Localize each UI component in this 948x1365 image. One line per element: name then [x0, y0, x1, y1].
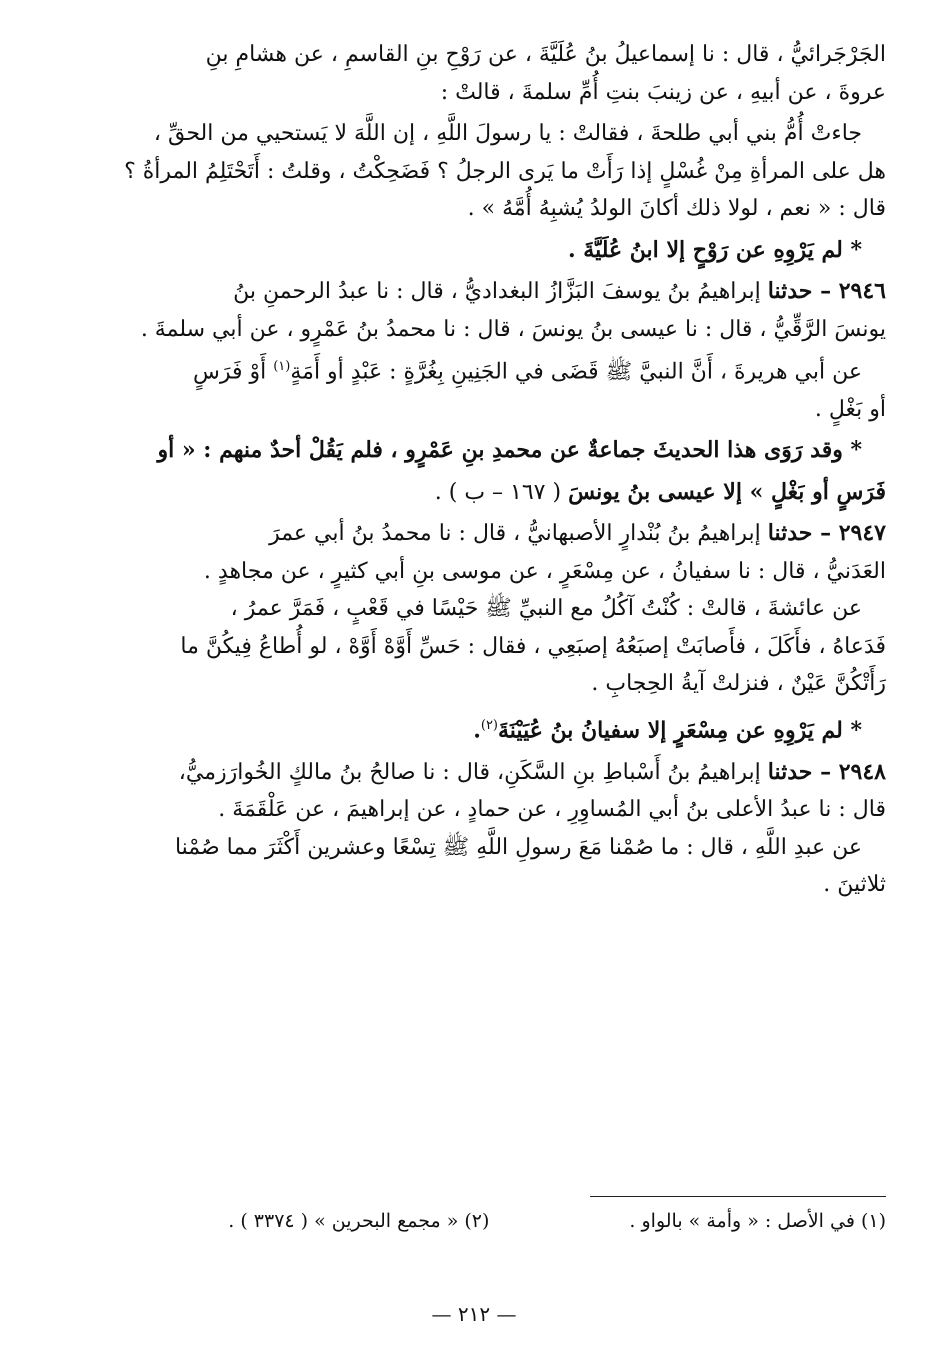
dash: – [812, 278, 839, 304]
footnotes [52, 1206, 886, 1236]
editor-note: * وقد رَوَى هذا الحديثَ جماعةٌ عن محمدِ بنِ عَمْرٍو ، فلم يَقُلْ أحدٌ منهم : « أو [157, 437, 862, 464]
footnote-2: (٢) « مجمع البحرين » ( ٣٣٧٤ ) . [228, 1210, 490, 1232]
note-end: . [473, 717, 481, 744]
isnad-text: إبراهيمُ بنُ أَسْباطِ بنِ السَّكَنِ، قال : نا صالحُ بنُ مالكٍ الخُوارَزميُّ، [178, 759, 768, 785]
text-line: يونسَ الرَّقِّيُّ ، قال : نا عيسى بنُ يونسَ ، قال : نا محمدُ بنُ عَمْرٍو ، عن أبي سلمةَ . [140, 316, 886, 342]
matn-text: أَوْ فَرَسٍ [192, 359, 274, 385]
text-line: العَدَنيُّ ، قال : نا سفيانُ ، عن مِسْعَرٍ ، عن موسى بنِ أبي كثيرٍ ، عن مجاهدٍ . [203, 558, 886, 584]
note-text: فَرَسٍ أو بَغْلٍ » إلا عيسى بنُ يونسَ [568, 478, 886, 505]
hadith-2947-line [52, 515, 886, 553]
text-line: قال : نا عبدُ الأعلى بنُ أبي المُساوِرِ ، عن حمادٍ ، عن إبراهيمَ ، عن عَلْقَمَةَ . [218, 797, 886, 823]
editor-note: * لم يَرْوِهِ عن رَوْحٍ إلا ابنُ عُلَيَّةَ . [567, 236, 862, 263]
text-line: عن عبدِ اللَّهِ ، قال : ما صُمْنا مَعَ رسولِ اللَّهِ ﷺ تِسْعًا وعشرين أَكْثَرَ مما صُمْنا [174, 834, 862, 860]
text-line: عن عائشةَ ، قالتْ : كُنْتُ آكُلُ مع النبيِّ ﷺ حَيْسًا في قَعْبٍ ، فَمَرَّ عمرُ ، [230, 596, 862, 622]
text-line: عروةَ ، عن أبيهِ ، عن زينبَ بنتِ أُمِّ سلمةَ ، قالتْ : [440, 79, 886, 105]
editor-note [52, 474, 886, 512]
editor-note [52, 707, 886, 750]
haddathana-word: حدثنا [767, 278, 813, 304]
hadith-number: ٢٩٤٨ [838, 758, 886, 785]
text-line: قال : « نعم ، لولا ذلك أكانَ الولدُ يُشبِهُ أُمَّهُ » . [467, 196, 886, 221]
hadith-number: ٢٩٤٧ [838, 520, 886, 547]
text-line: هل على المرأةِ مِنْ غُسْلٍ إذا رَأَتْ ما يَرى الرجلُ ؟ فَضَحِكْتُ ، وقلتُ : أَتَحْتَلِمُ المرأةُ ؟ [124, 158, 886, 184]
footnote-1: (١) في الأصل : « وأمة » بالواو . [629, 1210, 886, 1232]
isnad-text: إبراهيمُ بنُ يوسفَ البَزَّازُ البغداديُّ ، قال : نا عبدُ الرحمنِ بنُ [233, 279, 768, 304]
matn-text: عن أبي هريرةَ ، أَنَّ النبيَّ ﷺ قَضَى في الجَنِينِ بِغُرَّةٍ : عَبْدٍ أو أَمَةٍ [290, 359, 862, 385]
haddathana-word: حدثنا [767, 758, 813, 785]
hadith-2946-line [52, 273, 886, 311]
footnote-ref: (١) [273, 359, 291, 374]
note-text: * لم يَرْوِهِ عن مِسْعَرٍ إلا سفيانُ بنُ عُيَيْنَةَ [498, 717, 862, 744]
main-text [52, 36, 886, 904]
dash: – [812, 758, 839, 785]
text-line: رَأَتْكُنَّ عَيْنٌ ، فنزلتْ آيةُ الحِجابِ . [591, 671, 886, 697]
hadith-number: ٢٩٤٦ [838, 278, 886, 304]
text-line: الجَرْجَرائيُّ ، قال : نا إسماعيلُ بنُ عُلَيَّةَ ، عن رَوْحِ بنِ القاسمِ ، عن هشامِ بنِ [205, 42, 886, 67]
page-number: — ٢١٢ — [431, 1302, 517, 1326]
text-line: أو بَغْلٍ . [814, 396, 886, 422]
text-line: جاءتْ أُمُّ بني أبي طلحةَ ، فقالتْ : يا رسولَ اللَّهِ ، إن اللَّهَ لا يَستحيي من الحقِّ ، [153, 121, 862, 146]
text-line: فَدَعاهُ ، فأَكَلَ ، فأَصابَتْ إصبَعُهُ إصبَعِي ، فقال : حَسِّ أَوَّهْ أَوَّهْ ، لو أُطاعُ فِيكُنَّ ما [180, 633, 886, 659]
haddathana-word: حدثنا [767, 520, 813, 547]
footnote-divider [590, 1196, 886, 1197]
dash: – [812, 520, 839, 547]
text-line [52, 348, 886, 391]
hadith-2948-line [52, 754, 886, 792]
footnote-ref: (٢) [480, 717, 498, 733]
text-line: ثلاثينَ . [823, 872, 886, 898]
isnad-text: إبراهيمُ بنُ بُنْدارٍ الأصبهانيُّ ، قال : نا محمدُ بنُ أبي عمرَ [269, 521, 768, 547]
manuscript-folio: ( ١٦٧ – ب ) . [434, 479, 569, 505]
